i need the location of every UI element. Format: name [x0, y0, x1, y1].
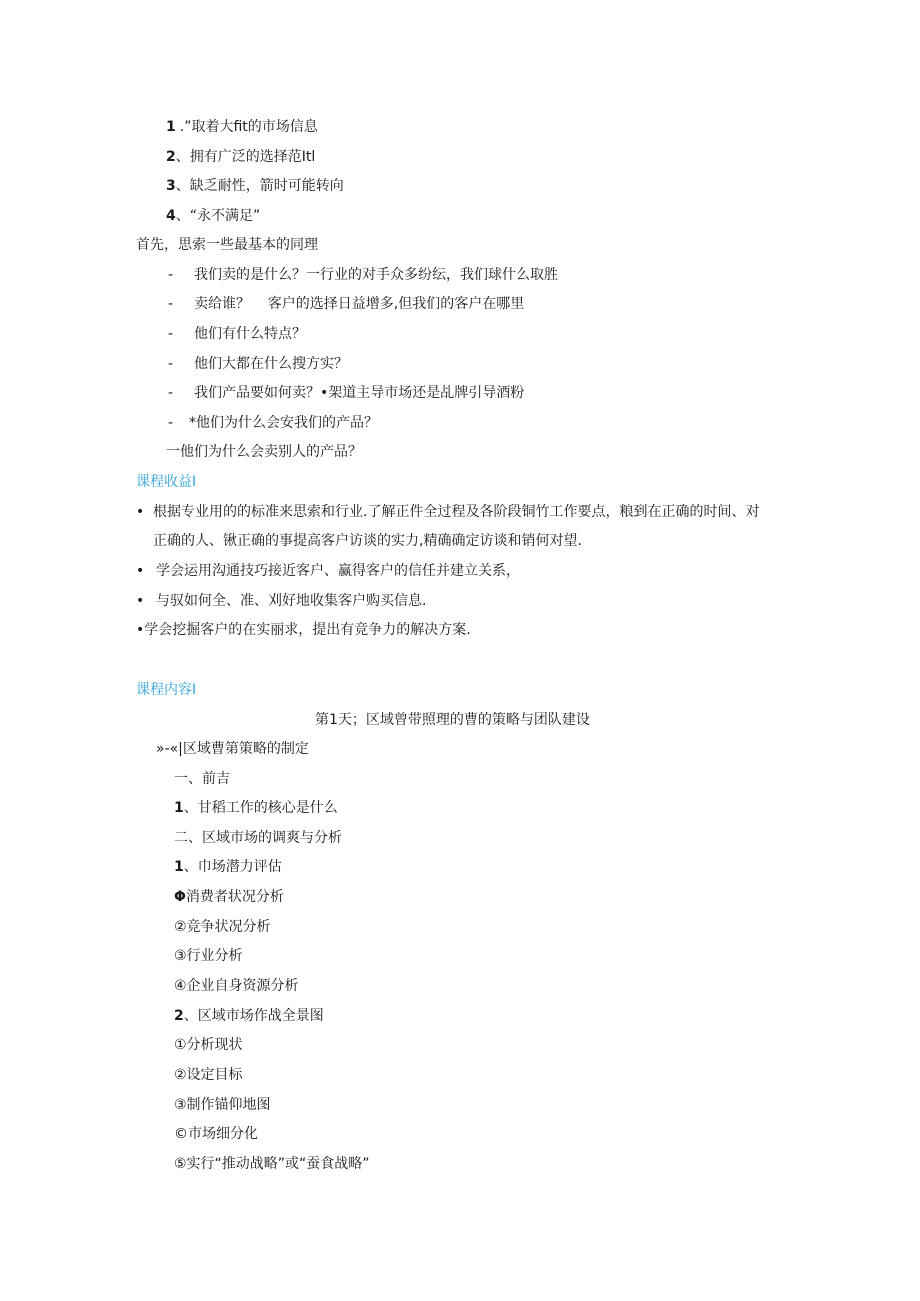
bullet-dot: •: [136, 593, 145, 609]
outline-item: 一、前吉: [174, 771, 230, 787]
trait-text: 、拥有广泛的选择范Itl: [175, 149, 316, 165]
trait-text: 、缺乏耐性，箭时可能转向: [175, 178, 344, 194]
outline-item: ③行业分析: [174, 948, 243, 964]
question-dash: -: [168, 326, 174, 342]
trait-item-3: [166, 176, 344, 196]
trait-number: 3: [166, 178, 176, 194]
day1-title: 第1天；区域曾带照理的曹的策略与团队建设: [315, 712, 590, 728]
trait-number: 1: [166, 119, 176, 135]
first-thought-line: 首先，思索一些最基本的同理: [136, 237, 318, 253]
benefit-item-3: 与驭如何全、准、刈好地收集客户购买信息.: [156, 593, 427, 609]
content-heading: 课程内容I: [136, 682, 197, 698]
question-dash: -: [168, 267, 174, 283]
outline-item: ②竞争状况分析: [174, 919, 271, 935]
question-dash: -: [168, 296, 174, 312]
question-text: *他们为什么会安我们的产品？: [189, 415, 378, 431]
question-dash: -: [168, 415, 174, 431]
trait-text: 、“永不满足”: [175, 208, 261, 224]
benefits-heading: 课程收益I: [136, 474, 197, 490]
bullet-dot: •: [136, 504, 145, 520]
benefit-item-1-line1: 根据专业用的的标准来思索和行业.了解正件全过程及各阶段铜竹工作要点，粮到在正确的时间、对: [153, 504, 760, 520]
outline-item: 1、巾场潜力评估: [174, 859, 282, 875]
outline-item: ©市场细分化: [174, 1126, 258, 1142]
question-text: 他们大都在什么搜方实？: [194, 356, 348, 372]
trait-item-1: [166, 117, 318, 137]
outline-item: ③制作锚仰地图: [174, 1097, 271, 1113]
outline-item: 1、甘稻工作的核心是什么: [174, 800, 338, 816]
benefit-item-2: 学会运用沟通技巧接近客户、赢得客户的信任并建立关系，: [156, 563, 520, 579]
bullet-dot: •: [136, 563, 145, 579]
trait-item-4: [166, 206, 260, 226]
question-text: 他们有什么特点？: [194, 326, 306, 342]
question-text: 我们卖的是什么？一行业的对手众多纷纭，我们球什么取胜: [194, 267, 558, 283]
outline-item: 2、区域市场作战全景图: [174, 1008, 324, 1024]
question-dash: -: [168, 385, 174, 401]
trait-number: 4: [166, 208, 176, 224]
trait-text: .”取着大fit的市场信息: [179, 119, 318, 135]
question-text: 卖给谁？ 客户的选择日益增多,但我们的客户在哪里: [194, 296, 525, 312]
question-last: 一他们为什么会卖别人的产品？: [166, 444, 362, 460]
trait-item-2: [166, 147, 315, 167]
section-title: »-«|区域曹第策略的制定: [156, 741, 309, 757]
question-dash: -: [168, 356, 174, 372]
trait-number: 2: [166, 149, 176, 165]
outline-item: ②设定目标: [174, 1067, 243, 1083]
benefit-item-1-line2: 正确的人、锹正确的事提高客户访谈的实力,精确确定访谈和销何对望.: [153, 533, 582, 549]
question-text: 我们产品要如何卖？•架道主导市场还是乩牌引导酒粉: [194, 385, 525, 401]
outline-item: ⑤实行“推动战略”或“蚕食战略”: [174, 1156, 370, 1172]
outline-item: Φ消费者状况分析: [174, 889, 284, 905]
outline-item: 二、区域市场的调爽与分析: [174, 830, 342, 846]
outline-item: ④企业自身资源分析: [174, 978, 299, 994]
benefit-item-4: •学会挖掘客户的在实丽求，提出有竞争力的解决方案.: [136, 622, 471, 638]
outline-item: ①分析现状: [174, 1037, 243, 1053]
